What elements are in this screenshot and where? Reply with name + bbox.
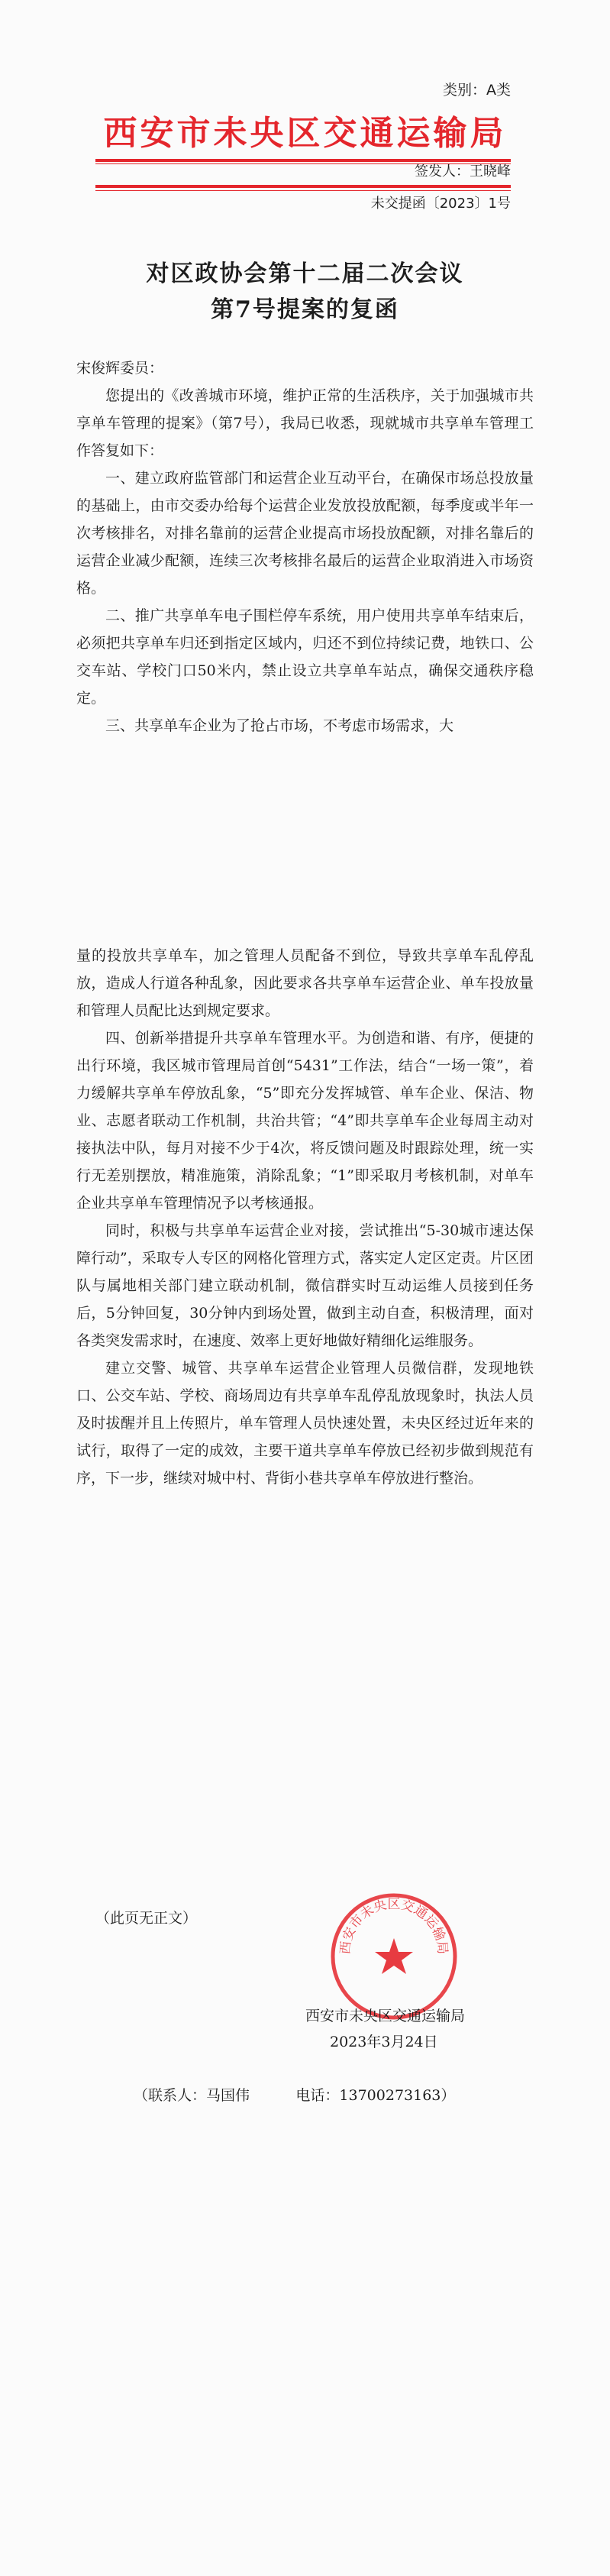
contact-person: （联系人：马国伟 (134, 2087, 250, 2104)
paragraph: 建立交警、城管、共享单车运营企业管理人员微信群，发现地铁口、公交车站、学校、商场周边有共享单车乱停乱放现象时，执法人员及时拔醒并且上传照片，单车管理人员快速处置，未央区经过近年来的试行，取得了一定的成效，主要干道共享单车停放已经初步做到规范有序，下一步，继续对城中村、背街小巷共享单车停放进行整治。 (76, 1360, 534, 1487)
contact-line (134, 2084, 455, 2105)
contact-phone: 电话：13700273163） (295, 2087, 456, 2104)
document-number: 未交提函〔2023〕1号 (370, 196, 511, 212)
no-text-note: （此页无正文） (95, 1910, 198, 1927)
organization-letterhead: 西安市未央区交通运输局 (103, 114, 507, 153)
paragraph: 您提出的《改善城市环境，维护正常的生活秩序，关于加强城市共享单车管理的提案》（第7号），我局已收悉，现就城市共享单车管理工作答复如下： (76, 387, 534, 459)
paragraph: 四、创新举措提升共享单车管理水平。为创造和谐、有序，便捷的出行环境，我区城市管理局首创“5431”工作法，结合“一场一策”，着力缓解共享单车停放乱象，“5”即充分发挥城管、单车企业、保洁、物业、志愿者联动工作机制，共治共管；“4”即共享单车企业每周主动对接执法中队，每月对接不少于4次，将反馈问题及时跟踪处理，统一实行无差别摆放，精准施策，消除乱象；“1”即采取月考核机制，对单车企业共享单车管理情况予以考核通报。 (76, 1030, 534, 1212)
document-title-line-1: 对区政协会第十二届二次会议 (146, 261, 464, 287)
paragraph: 同时，积极与共享单车运营企业对接，尝试推出“5-30城市速达保障行动”，采取专人专区的网格化管理方式，落实定人定区定责。片区团队与属地相关部门建立联动机制，微信群实时互动运维人员接到任务后，5分钟回复，30分钟内到场处置，做到主动自查，积极清理，面对各类突发需求时，在速度、效率上更好地做好精细化运维服务。 (76, 1222, 534, 1349)
official-seal-icon (328, 1891, 460, 2022)
issuer-label: 签发人：王晓峰 (415, 163, 511, 180)
signature-date: 2023年3月24日 (330, 2034, 438, 2050)
svg-text:西安市未央区交通运输局: 西安市未央区交通运输局 (337, 1896, 450, 1956)
signature-organization: 西安市未央区交通运输局 (305, 2008, 466, 2024)
red-rule-middle-thin (95, 190, 511, 191)
paragraph: 一、建立政府监管部门和运营企业互动平台，在确保市场总投放量的基础上，由市交委办给每个运营企业发放投放配额，每季度或半年一次考核排名，对排名靠前的运营企业提高市场投放配额，对排名靠后的运营企业减少配额，连续三次考核排名最后的运营企业取消进入市场资格。 (76, 470, 534, 597)
page-1 (0, 0, 610, 860)
page-2-body (76, 942, 534, 1492)
paragraph: 二、推广共享单车电子围栏停车系统，用户使用共享单车结束后，必须把共享单车归还到指定区域内，归还不到位持续记费，地铁口、公交车站、学校门口50米内，禁止设立共享单车站点，确保交通秩序稳定。 (76, 607, 534, 707)
document-title-line-2: 第7号提案的复函 (211, 296, 399, 323)
salutation: 宋俊辉委员： (76, 360, 164, 377)
paragraph: 三、共享单车企业为了抢占市场，不考虑市场需求，大 (105, 717, 454, 734)
category-label: 类别：A类 (443, 82, 511, 99)
page-1-body (76, 354, 534, 739)
page-3 (0, 1717, 610, 2576)
red-rule-middle (95, 185, 511, 188)
paragraph-continuation: 量的投放共享单车，加之管理人员配备不到位，导致共享单车乱停乱放，造成人行道各种乱象，因此要求各共享单车运营企业、单车投放量和管理人员配比达到规定要求。 (76, 947, 534, 1019)
